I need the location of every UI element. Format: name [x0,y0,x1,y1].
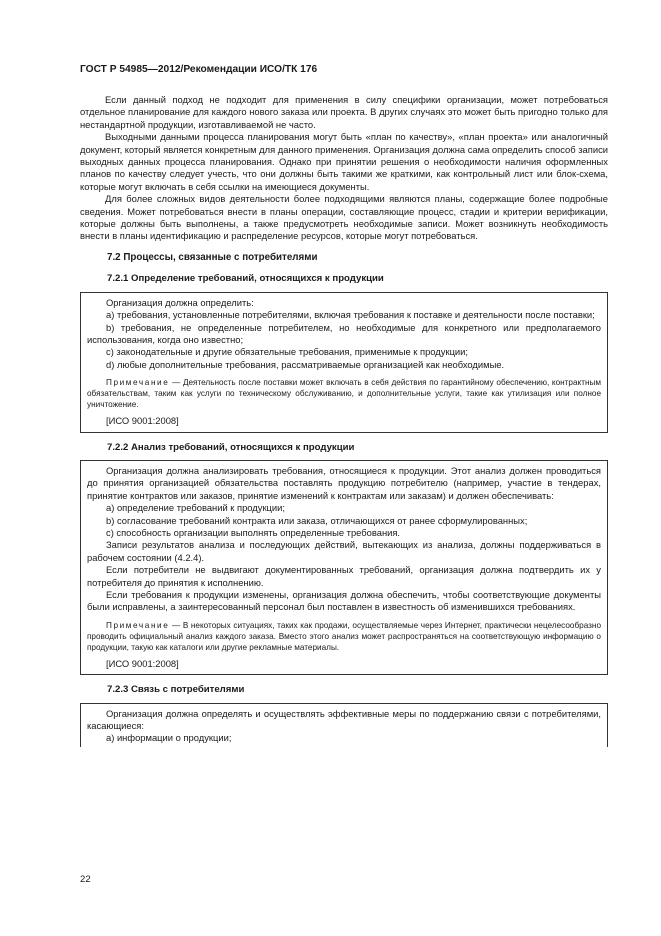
running-header: ГОСТ Р 54985—2012/Рекомендации ИСО/ТК 176 [80,64,318,75]
note-label: Примечание [106,378,170,388]
box-lead: Организация должна определить: [106,296,254,308]
list-item: c) способность организации выполнять определенные требования. [106,526,401,538]
intro-paragraph-3: Для более сложных видов деятельности более подходящими являются планы, содержащие более подробные сведения. Может потребоваться внести в планы операции, составляющие процесс, стадии и критерии верификации, которые должны быть выполнены, а также предусмотреть необходимые записи. Может возникнуть необходимость внести в планы идентификацию и распределение ресурсов, которые могут потребоваться. [80,193,608,242]
box-paragraph: Если требования к продукции изменены, организация должна обеспечить, чтобы соответствующие документы были исправлены, а заинтересованный персонал был поставлен в известность об изменившихся требованиях. [87,589,601,613]
intro-paragraph-2: Выходными данными процесса планирования могут быть «план по качеству», «план проекта» или аналогичный документ, который является конкретным для данного применения. Организация должна сама определить способ записи выходных данных процесса планирования. Однако при принятии решения о необходимости наличия оформленных планов по качеству следует учесть, что они должны быть такими же краткими, как контрольный лист или блок-схема, которые могут включать в себя ссылки на имеющиеся документы. [80,131,608,192]
iso-quote-box-7-2-2 [80,460,608,675]
list-item: d) любые дополнительные требования, рассматриваемые организацией как необходимые. [106,358,505,370]
note-text: — Деятельность после поставки может включать в себя действия по гарантийному обеспечению, контрактным обязательствам, таким как услуги по техническому обслуживанию, и дополнительные услуги, такие как утилизация или полное уничтожение. [87,378,601,410]
list-item: a) требования, установленные потребителями, включая требования к поставке и деятельности после поставки; [106,309,595,321]
box-paragraph: Записи результатов анализа и последующих действий, вытекающих из анализа, должны поддерживаться в рабочем состоянии (4.2.4). [87,539,601,563]
iso-quote-box-7-2-1 [80,292,608,433]
list-item: c) законодательные и другие обязательные требования, применимые к продукции; [106,346,469,358]
list-item: b) требования, не определенные потребителем, но необходимые для конкретного или предполагаемого использования, когда оно известно; [87,321,601,345]
page-content [80,94,608,747]
section-heading-7-2-3: 7.2.3 Связь с потребителями [107,684,245,696]
box-lead: Организация должна определять и осуществлять эффективные меры по поддержанию связи с потребителями, касающиеся: [87,707,601,732]
note-text: — В некоторых ситуациях, таких как продажи, осуществляемые через Интернет, практически нецелесообразно проводить официальный анализ каждого заказа. Вместо этого анализ может распространяться на соответствующую информацию о продукции, такую как каталоги или другие рекламные материалы. [87,620,601,652]
note [87,620,601,653]
note-label: Примечание [106,620,170,630]
section-heading-7-2-1: 7.2.1 Определение требований, относящихся к продукции [107,273,384,285]
iso-quote-box-7-2-3 [80,703,608,747]
intro-paragraph-1: Если данный подход не подходит для применения в силу специфики организации, может потребоваться отдельное планирование для каждого нового заказа или проекта. В других случаях это может быть пригодно только для нестандартной продукции, изготавливаемой не часто. [80,94,608,130]
list-item: a) определение требований к продукции; [106,502,285,514]
box-lead: Организация должна анализировать требования, относящиеся к продукции. Этот анализ должен проводиться до принятия организацией обязательства поставлять продукцию потребителю (например, участие в тендерах, принятие контрактов или заказов, принятие изменений к контрактам или заказам) и должен обеспечивать: [87,464,601,501]
note [87,377,601,410]
section-heading-7-2-2: 7.2.2 Анализ требований, относящихся к продукции [107,441,355,453]
box-paragraph: Если потребители не выдвигают документированных требований, организация должна подтвердить их у потребителя до принятия к исполнению. [87,564,601,588]
list-item: a) информации о продукции; [106,732,232,744]
iso-reference: [ИСО 9001:2008] [106,657,179,669]
section-heading-7-2: 7.2 Процессы, связанные с потребителями [107,251,318,263]
page-number: 22 [80,874,91,885]
list-item: b) согласование требований контракта или заказа, отличающихся от ранее сформулированных; [106,514,528,526]
iso-reference: [ИСО 9001:2008] [106,415,179,427]
